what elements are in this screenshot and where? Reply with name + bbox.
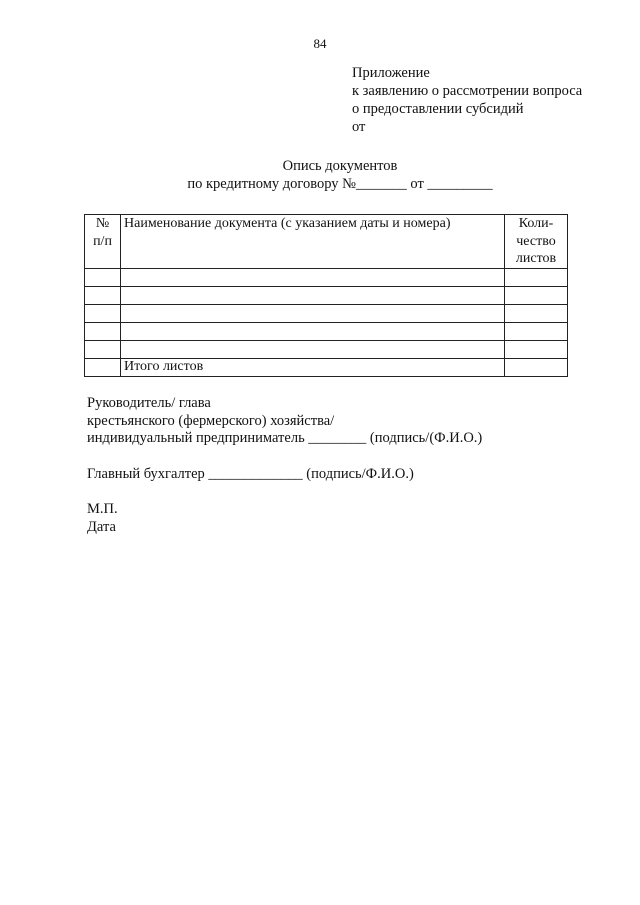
header-count-line: листов [515,251,557,266]
header-count-line: чество [516,233,556,249]
total-sheets-value[interactable] [505,358,568,376]
cell-document-name[interactable] [121,340,505,358]
cell-number[interactable] [85,304,121,322]
table-row [85,286,568,304]
cell-sheet-count[interactable] [505,304,568,322]
head-signature-line: крестьянского (фермерского) хозяйства/ [87,412,335,429]
accountant-signature-line: Главный бухгалтер _____________ (подпись/Ф.И.О.) [87,465,414,482]
appendix-line: о предоставлении субсидий [352,101,524,117]
table-row [85,340,568,358]
signatures-block [87,395,482,536]
cell-number [85,358,121,376]
page-number: 84 [313,36,327,51]
cell-sheet-count[interactable] [505,340,568,358]
header-document-name: Наименование документа (с указанием даты и номера) [121,215,505,269]
appendix-line: к заявлению о рассмотрении вопроса [352,83,583,99]
stamp-label: М.П. [87,501,118,517]
header-number-line: № [95,216,110,231]
title-line: по кредитному договору №_______ от _________ [187,176,493,192]
total-sheets-label: Итого листов [121,358,505,376]
header-number [85,215,121,269]
table-header-row [85,215,568,269]
appendix-line: от [352,119,366,135]
cell-number[interactable] [85,322,121,340]
documents-table [84,214,568,377]
head-signature-line: индивидуальный предприниматель ________ (подпись/(Ф.И.О.) [87,430,483,446]
table-row [85,304,568,322]
header-number-line: п/п [93,233,112,249]
document-title [0,157,640,193]
head-signature-line: Руководитель/ глава [87,395,211,411]
cell-sheet-count[interactable] [505,322,568,340]
cell-number[interactable] [85,340,121,358]
header-sheet-count [505,215,568,269]
cell-number[interactable] [85,268,121,286]
date-label: Дата [87,518,116,535]
cell-document-name[interactable] [121,286,505,304]
table-row [85,268,568,286]
table-total-row [85,358,568,376]
table-row [85,322,568,340]
header-count-line: Коли- [518,216,554,231]
cell-document-name[interactable] [121,268,505,286]
cell-sheet-count[interactable] [505,268,568,286]
cell-sheet-count[interactable] [505,286,568,304]
cell-document-name[interactable] [121,304,505,322]
appendix-line: Приложение [352,65,430,81]
cell-document-name[interactable] [121,322,505,340]
title-line: Опись документов [282,158,398,174]
appendix-header [352,64,582,136]
cell-number[interactable] [85,286,121,304]
